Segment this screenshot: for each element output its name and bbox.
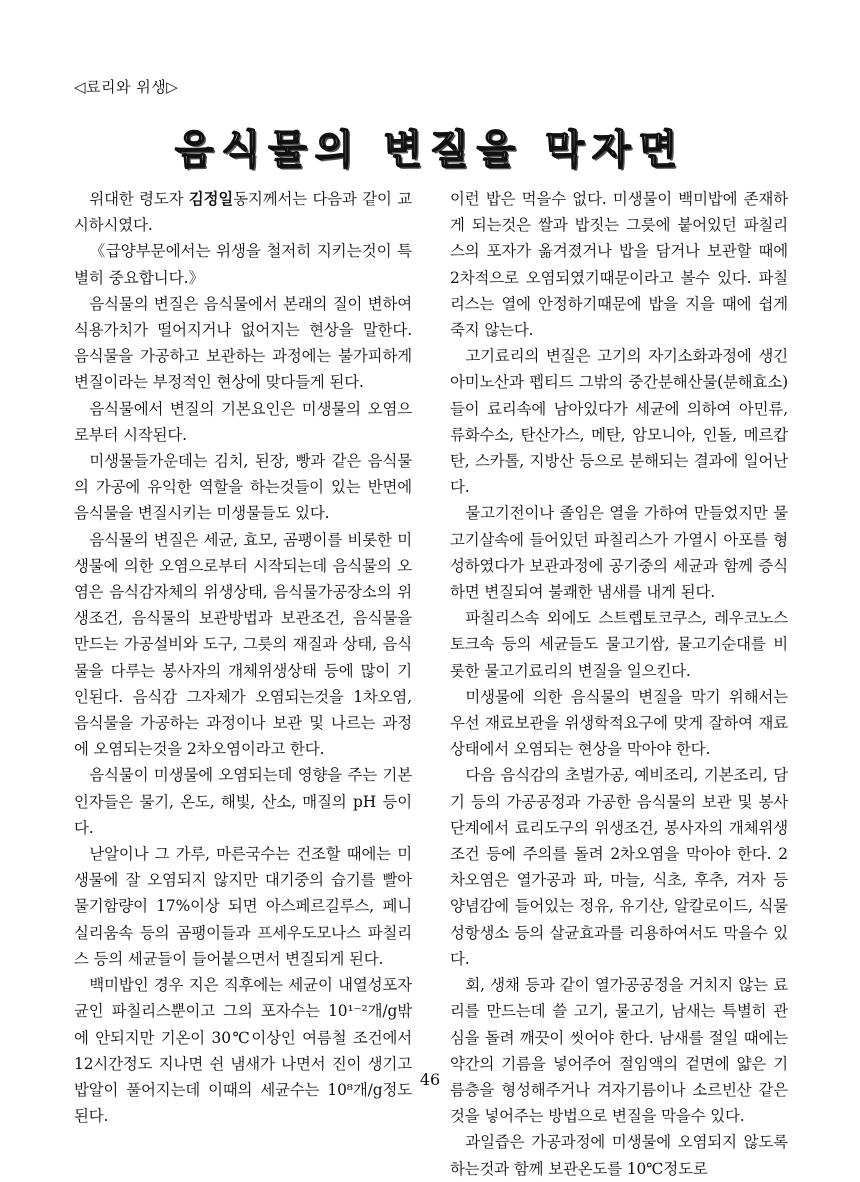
quote-paragraph: 《급양부문에서는 위생을 철저히 지키는것이 특별히 중요합니다.》 bbox=[74, 242, 412, 287]
intro-paragraph bbox=[74, 186, 412, 238]
body-paragraph: 음식물의 변질은 음식물에서 본래의 질이 변하여 식용가치가 떨어지거나 없어지는 현상을 말한다. 음식물을 가공하고 보관하는 과정에는 불가피하게 변질이라는 부정적인 현상에 맞다들게 된다. bbox=[74, 294, 412, 392]
body-paragraph: 고기료리의 변질은 고기의 자기소화과정에 생긴 아미노산과 펩티드 그밖의 중간분해산물(분해효소)들이 료리속에 남아있다가 세균에 의하여 아민류, 류화수소, 탄산가스, 메탄, 암모니아, 인돌, 메르캅탄, 스카톨, 지방산 등으로 분해되는 결과에 일어난다. bbox=[450, 347, 788, 497]
continued-paragraph: 이런 밥은 먹을수 없다. 미생물이 백미밥에 존재하게 되는것은 쌀과 밥짓는 그릇에 붙어있던 파칠리스의 포자가 옮겨졌거나 밥을 담거나 보관할 때에 2차적으로 오염되였기때문이라고 볼수 있다. 파칠리스는 열에 안정하기때문에 밥을 지을 때에 쉽게 죽지 않는다. bbox=[450, 190, 788, 340]
body-paragraph: 미생물들가운데는 김치, 된장, 빵과 같은 음식물의 가공에 유익한 역할을 하는것들이 있는 반면에 음식물을 변질시키는 미생물들도 있다. bbox=[74, 452, 412, 523]
body-paragraph: 과일즙은 가공과정에 미생물에 오염되지 않도록 하는것과 함께 보관온도를 10℃정도로 bbox=[450, 1133, 788, 1178]
article-title: 음식물의 변질을 막자면 bbox=[174, 127, 686, 173]
page-number: 46 bbox=[419, 1070, 441, 1089]
body-paragraph: 음식물의 변질은 세균, 효모, 곰팽이를 비롯한 미생물에 의한 오염으로부터 시작되는데 음식물의 오염은 음식감자체의 위생상태, 음식물가공장소의 위생조건, 음식물의 보관방법과 보관조건, 음식물을 만드는 가공설비와 도구, 그릇의 재질과 상태, 음식물을 다루는 봉사자의 개체위생상태 등에 많이 기인된다. 음식감 그자체가 오염되는것을 1차오염, 음식물을 가공하는 과정이나 보관 및 나르는 과정에 오염되는것을 2차오염이라고 한다. bbox=[74, 530, 412, 759]
body-paragraph: 백미밥인 경우 지은 직후에는 세균이 내열성포자균인 파칠리스뿐이고 그의 포자수는 10¹⁻²개/g밖에 안되지만 기온이 30℃이상인 여름철 조건에서 12시간정도 지나면 쉰 냄새가 나면서 진이 생기고 밥알이 풀어지는데 이때의 세균수는 10⁸개/g정도 된다. bbox=[74, 976, 412, 1126]
right-column bbox=[450, 186, 788, 1182]
body-paragraph: 다음 음식감의 초벌가공, 예비조리, 기본조리, 담기 등의 가공공정과 가공한 음식물의 보관 및 봉사단계에서 료리도구의 위생조건, 봉사자의 개체위생조건 등에 주의를 돌려 2차오염을 막아야 한다. 2차오염은 열가공과 파, 마늘, 식초, 후추, 겨자 등 양념감에 들어있는 정유, 유기산, 알칼로이드, 식물성항생소 등의 살균효과를 리용하여서도 막을수 있다. bbox=[450, 766, 788, 968]
body-paragraph: 회, 생채 등과 같이 열가공공정을 거치지 않는 료리를 만드는데 쓸 고기, 물고기, 남새는 특별히 관심을 돌려 깨끗이 씻어야 한다. 남새를 절일 때에는 약간의 기름을 넣어주어 절임액의 겉면에 얇은 기름층을 형성해주거나 겨자기름이나 소르빈산 같은것을 넣어주는 방법으로 변질을 막을수 있다. bbox=[450, 976, 788, 1126]
intro-pre: 위대한 령도자 bbox=[89, 190, 189, 208]
left-column bbox=[74, 186, 412, 1129]
body-paragraph: 파칠리스속 외에도 스트렙토코쿠스, 레우코노스토크속 등의 세균들도 물고기쌈, 물고기순대를 비롯한 물고기료리의 변질을 일으킨다. bbox=[450, 609, 788, 680]
body-paragraph: 음식물이 미생물에 오염되는데 영향을 주는 기본인자들은 물기, 온도, 해빛, 산소, 매질의 pH 등이다. bbox=[74, 766, 412, 837]
intro-post: 동지께서는 다음과 같이 교시하시였다. bbox=[74, 190, 412, 235]
leader-name: 김정일 bbox=[188, 190, 234, 208]
body-paragraph: 음식물에서 변질의 기본요인은 미생물의 오염으로부터 시작된다. bbox=[74, 399, 412, 444]
body-paragraph: 미생물에 의한 음식물의 변질을 막기 위해서는 우선 재료보관을 위생학적요구에 맞게 잘하여 재료상태에서 오염되는 현상을 막아야 한다. bbox=[450, 687, 788, 759]
body-paragraph: 낟알이나 그 가루, 마른국수는 건조할 때에는 미생물에 잘 오염되지 않지만 대기중의 습기를 빨아 물기함량이 17%이상 되면 아스페르길루스, 페니실리움속 등의 곰팽이들과 프세우도모나스 파칠리스 등의 세균들이 들어붙으면서 변질되게 된다. bbox=[74, 845, 412, 968]
section-tag: ◁료리와 위생▷ bbox=[74, 78, 179, 96]
body-paragraph: 물고기전이나 졸임은 열을 가하여 만들었지만 물고기살속에 들어있던 파칠리스가 가열시 아포를 형성하였다가 보관과정에 공기중의 세균과 함께 증식하면 변질되여 불쾌한 냄새를 내게 된다. bbox=[450, 504, 788, 602]
